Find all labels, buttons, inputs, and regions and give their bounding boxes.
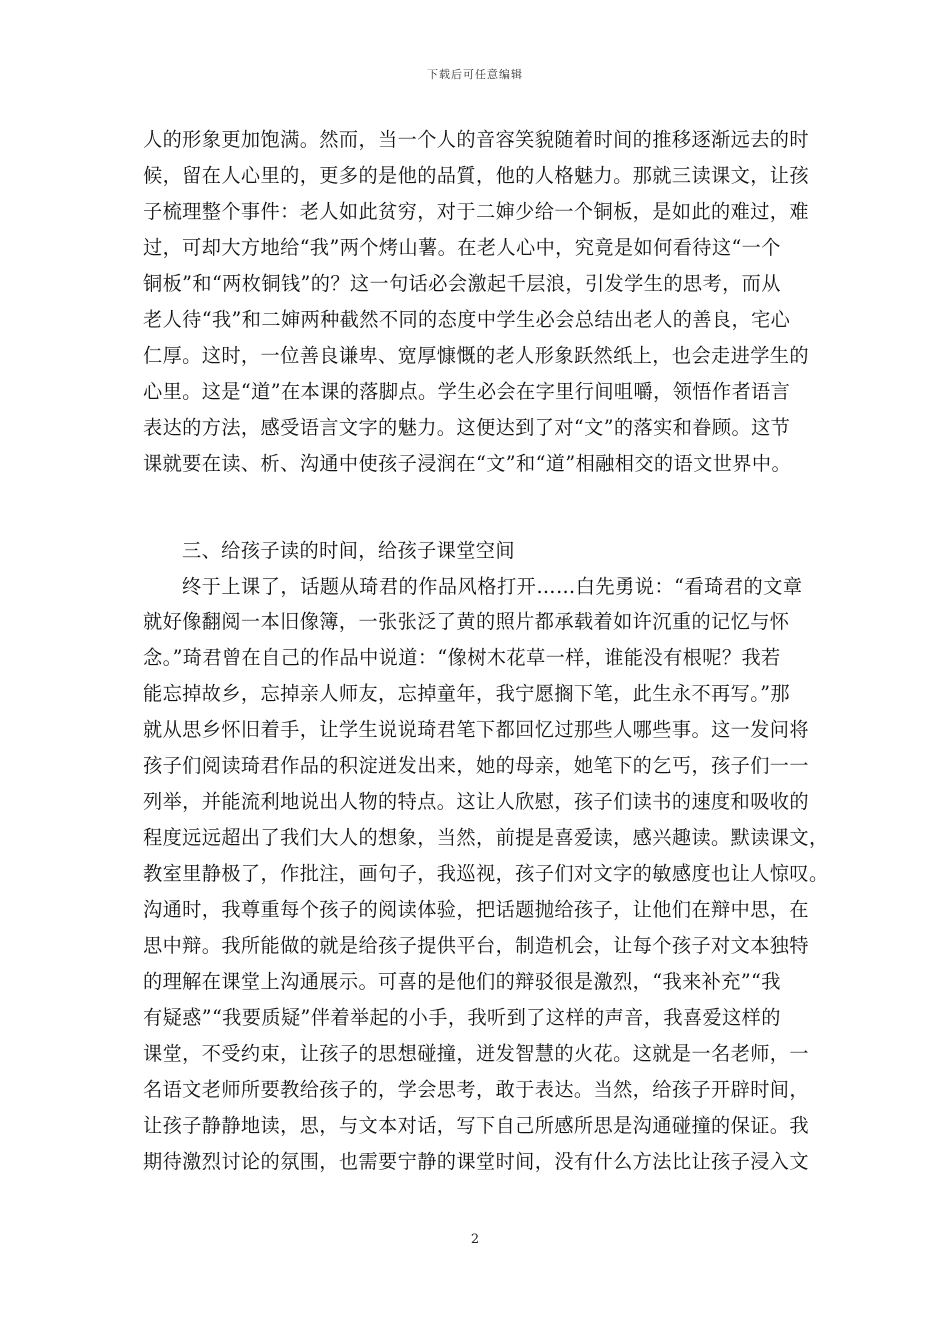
text-line: 就从思乡怀旧着手，让学生说说琦君笔下都回忆过那些人哪些事。这一发问将 [143,718,809,741]
text-line: 沟通时，我尊重每个孩子的阅读体验，把话题抛给孩子，让他们在辩中思，在 [143,898,809,921]
text-line: 念。”琦君曾在自己的作品中说道：“像树木花草一样，谁能没有根呢？我若 [143,646,781,669]
text-line: 让孩子静静地读，思，与文本对话，写下自己所感所思是沟通碰撞的保证。我 [143,1114,809,1137]
text-line: 过，可却大方地给“我”两个烤山薯。在老人心中，究竟是如何看待这“一个 [143,236,781,259]
page-header: 下载后可任意编辑 [427,68,523,81]
text-line: 思中辩。我所能做的就是给孩子提供平台，制造机会，让每个孩子对文本独特 [143,934,809,957]
text-line: 课就要在读、析、沟通中使孩子浸润在“文”和“道”相融相交的语文世界中。 [143,452,792,475]
text-line: 铜板”和“两枚铜钱”的？这一句话必会激起千层浪，引发学生的思考，而从 [143,272,781,295]
text-line: 有疑惑”“我要质疑”伴着举起的小手，我听到了这样的声音，我喜爱这样的 [143,1006,781,1029]
text-line: 名语文老师所要教给孩子的，学会思考，敢于表达。当然，给孩子开辟时间， [143,1078,809,1101]
text-line: 能忘掉故乡，忘掉亲人师友，忘掉童年，我宁愿搁下笔，此生永不再写。”那 [143,682,790,705]
text-line: 期待激烈讨论的氛围，也需要宁静的课堂时间，没有什么方法比让孩子浸入文 [143,1150,809,1173]
text-line: 就好像翻阅一本旧像簿，一张张泛了黄的照片都承载着如许沉重的记忆与怀 [143,610,790,633]
text-line: 列举，并能流利地说出人物的特点。这让人欣慰，孩子们读书的速度和吸收的 [143,790,809,813]
page-number: 2 [470,1232,480,1247]
text-line: 终于上课了，话题从琦君的作品风格打开……白先勇说：“看琦君的文章 [182,575,803,598]
section-heading: 三、给孩子读的时间，给孩子课堂空间 [182,539,515,562]
text-line: 表达的方法，感受语言文字的魅力。这便达到了对“文”的落实和眷顾。这节 [143,416,791,439]
text-line: 的理解在课堂上沟通展示。可喜的是他们的辩驳很是激烈，“我来补充”“我 [143,970,781,993]
text-line: 课堂，不受约束，让孩子的思想碰撞，迸发智慧的火花。这就是一名老师，一 [143,1042,809,1065]
text-line: 人的形象更加饱满。然而，当一个人的音容笑貌随着时间的推移逐渐远去的时 [143,128,809,151]
text-line: 教室里静极了，作批注，画句子，我巡视，孩子们对文字的敏感度也让人惊叹。 [143,862,829,885]
text-line: 程度远远超出了我们大人的想象，当然，前提是喜爱读，感兴趣读。默读课文， [143,826,829,849]
text-line: 孩子们阅读琦君作品的积淀迸发出来，她的母亲，她笔下的乞丐，孩子们一一 [143,754,809,777]
text-line: 子梳理整个事件：老人如此贫穷，对于二婶少给一个铜板，是如此的难过，难 [143,200,809,223]
text-line: 心里。这是“道”在本课的落脚点。学生必会在字里行间咀嚼，领悟作者语言 [143,380,791,403]
text-line: 候，留在人心里的，更多的是他的品質，他的人格魅力。那就三读课文，让孩 [143,164,809,187]
text-line: 老人待“我”和二婶两种截然不同的态度中学生必会总结出老人的善良，宅心 [143,308,791,331]
text-line: 仁厚。这时，一位善良谦卑、宽厚慷慨的老人形象跃然纸上，也会走进学生的 [143,344,809,367]
